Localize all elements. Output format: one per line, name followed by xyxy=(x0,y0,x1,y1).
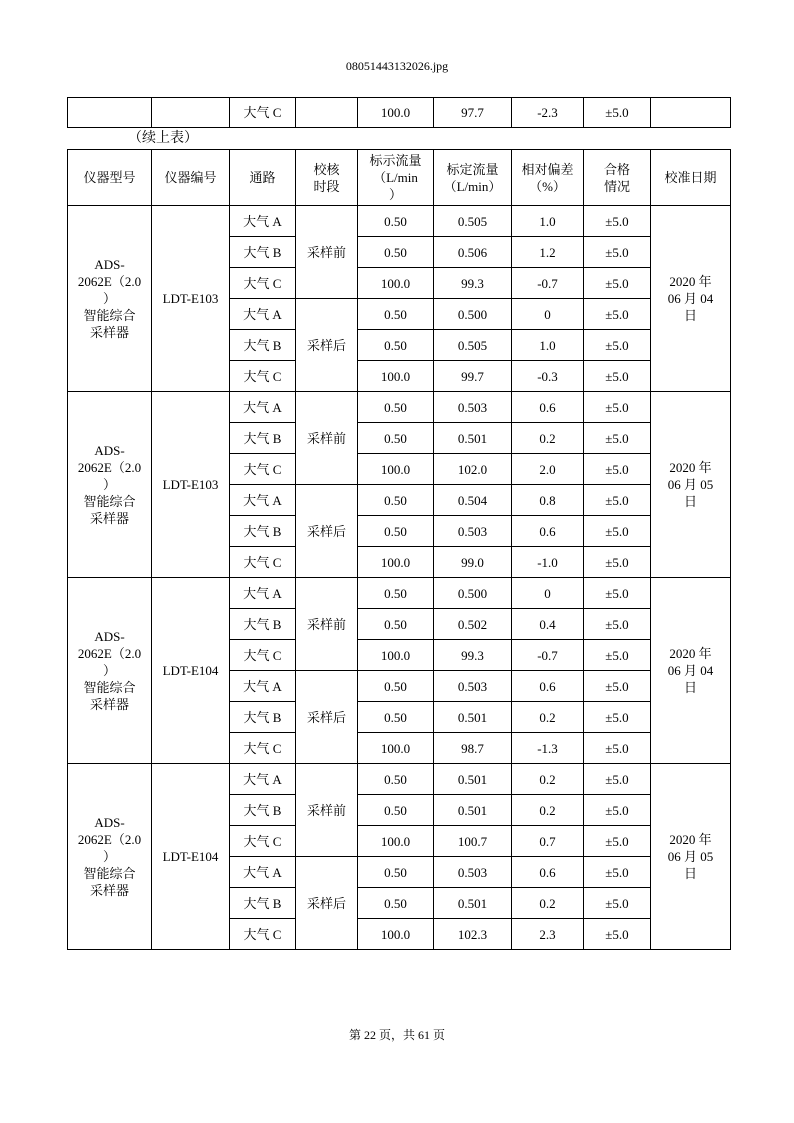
qualified-cell: ±5.0 xyxy=(584,454,651,485)
nominal-flow-cell: 100.0 xyxy=(358,640,434,671)
file-name-header: 08051443132026.jpg xyxy=(345,59,449,73)
channel-cell: 大气 B xyxy=(230,237,296,268)
qualified-cell: ±5.0 xyxy=(584,764,651,795)
channel-cell: 大气 C xyxy=(230,919,296,950)
table-cell: 97.7 xyxy=(434,98,512,128)
channel-cell: 大气 A xyxy=(230,485,296,516)
period-cell: 采样前 xyxy=(296,578,358,671)
nominal-flow-cell: 100.0 xyxy=(358,454,434,485)
qualified-cell: ±5.0 xyxy=(584,237,651,268)
nominal-flow-cell: 100.0 xyxy=(358,547,434,578)
nominal-flow-cell: 0.50 xyxy=(358,237,434,268)
qualified-cell: ±5.0 xyxy=(584,516,651,547)
nominal-flow-cell: 100.0 xyxy=(358,733,434,764)
column-header-model: 仪器型号 xyxy=(68,150,152,206)
relative-deviation-cell: -0.7 xyxy=(512,268,584,299)
calibrated-flow-cell: 0.502 xyxy=(434,609,512,640)
nominal-flow-cell: 100.0 xyxy=(358,919,434,950)
nominal-flow-cell: 0.50 xyxy=(358,609,434,640)
relative-deviation-cell: 2.3 xyxy=(512,919,584,950)
relative-deviation-cell: -1.0 xyxy=(512,547,584,578)
nominal-flow-cell: 100.0 xyxy=(358,361,434,392)
period-cell: 采样前 xyxy=(296,206,358,299)
table-cell xyxy=(296,98,358,128)
column-header-calibrated-flow: 标定流量 （L/min） xyxy=(434,150,512,206)
calibrated-flow-cell: 0.500 xyxy=(434,299,512,330)
relative-deviation-cell: 2.0 xyxy=(512,454,584,485)
qualified-cell: ±5.0 xyxy=(584,268,651,299)
channel-cell: 大气 C xyxy=(230,454,296,485)
instrument-model-cell: ADS- 2062E（2.0 ） 智能综合 采样器 xyxy=(68,764,152,950)
relative-deviation-cell: 0 xyxy=(512,299,584,330)
calibrated-flow-cell: 0.505 xyxy=(434,206,512,237)
continued-label: （续上表） xyxy=(128,131,198,146)
table-cell: -2.3 xyxy=(512,98,584,128)
relative-deviation-cell: 0.7 xyxy=(512,826,584,857)
relative-deviation-cell: 0.2 xyxy=(512,795,584,826)
nominal-flow-cell: 0.50 xyxy=(358,206,434,237)
channel-cell: 大气 B xyxy=(230,330,296,361)
qualified-cell: ±5.0 xyxy=(584,330,651,361)
channel-cell: 大气 A xyxy=(230,206,296,237)
channel-cell: 大气 A xyxy=(230,764,296,795)
column-header-relative-deviation: 相对偏差 （%） xyxy=(512,150,584,206)
channel-cell: 大气 B xyxy=(230,423,296,454)
relative-deviation-cell: -0.7 xyxy=(512,640,584,671)
nominal-flow-cell: 0.50 xyxy=(358,516,434,547)
calibrated-flow-cell: 102.3 xyxy=(434,919,512,950)
instrument-model-cell: ADS- 2062E（2.0 ） 智能综合 采样器 xyxy=(68,578,152,764)
table-cell: 大气 C xyxy=(230,98,296,128)
channel-cell: 大气 B xyxy=(230,516,296,547)
table-row xyxy=(68,578,731,609)
qualified-cell: ±5.0 xyxy=(584,609,651,640)
calibrated-flow-cell: 100.7 xyxy=(434,826,512,857)
calibrated-flow-cell: 98.7 xyxy=(434,733,512,764)
relative-deviation-cell: 1.2 xyxy=(512,237,584,268)
table-cell xyxy=(651,98,731,128)
table-cell: ±5.0 xyxy=(584,98,651,128)
qualified-cell: ±5.0 xyxy=(584,361,651,392)
calibrated-flow-cell: 99.0 xyxy=(434,547,512,578)
column-header-period: 校核 时段 xyxy=(296,150,358,206)
table-cell xyxy=(68,98,152,128)
table-row xyxy=(68,392,731,423)
table-row xyxy=(68,98,731,128)
channel-cell: 大气 A xyxy=(230,578,296,609)
nominal-flow-cell: 0.50 xyxy=(358,299,434,330)
calibration-date-cell: 2020 年 06 月 04 日 xyxy=(651,206,731,392)
qualified-cell: ±5.0 xyxy=(584,671,651,702)
channel-cell: 大气 C xyxy=(230,547,296,578)
column-header-nominal-flow: 标示流量 （L/min ） xyxy=(358,150,434,206)
instrument-id-cell: LDT-E104 xyxy=(152,578,230,764)
qualified-cell: ±5.0 xyxy=(584,919,651,950)
channel-cell: 大气 A xyxy=(230,857,296,888)
qualified-cell: ±5.0 xyxy=(584,547,651,578)
period-cell: 采样前 xyxy=(296,764,358,857)
nominal-flow-cell: 0.50 xyxy=(358,795,434,826)
calibrated-flow-cell: 0.503 xyxy=(434,392,512,423)
calibrated-flow-cell: 0.505 xyxy=(434,330,512,361)
calibrated-flow-cell: 0.506 xyxy=(434,237,512,268)
relative-deviation-cell: 0.8 xyxy=(512,485,584,516)
calibrated-flow-cell: 0.501 xyxy=(434,702,512,733)
period-cell: 采样后 xyxy=(296,671,358,764)
relative-deviation-cell: 0.2 xyxy=(512,702,584,733)
nominal-flow-cell: 100.0 xyxy=(358,268,434,299)
channel-cell: 大气 C xyxy=(230,268,296,299)
calibrated-flow-cell: 99.7 xyxy=(434,361,512,392)
instrument-id-cell: LDT-E103 xyxy=(152,206,230,392)
calibrated-flow-cell: 102.0 xyxy=(434,454,512,485)
qualified-cell: ±5.0 xyxy=(584,857,651,888)
qualified-cell: ±5.0 xyxy=(584,640,651,671)
qualified-cell: ±5.0 xyxy=(584,299,651,330)
nominal-flow-cell: 100.0 xyxy=(358,826,434,857)
relative-deviation-cell: 0.6 xyxy=(512,392,584,423)
page-number-footer: 第 22 页，共 61 页 xyxy=(348,1028,445,1042)
qualified-cell: ±5.0 xyxy=(584,826,651,857)
calibration-date-cell: 2020 年 06 月 04 日 xyxy=(651,578,731,764)
channel-cell: 大气 B xyxy=(230,702,296,733)
column-header-channel: 通路 xyxy=(230,150,296,206)
relative-deviation-cell: 0.6 xyxy=(512,671,584,702)
instrument-model-cell: ADS- 2062E（2.0 ） 智能综合 采样器 xyxy=(68,206,152,392)
nominal-flow-cell: 0.50 xyxy=(358,578,434,609)
qualified-cell: ±5.0 xyxy=(584,578,651,609)
qualified-cell: ±5.0 xyxy=(584,392,651,423)
period-cell: 采样前 xyxy=(296,392,358,485)
column-header-id: 仪器编号 xyxy=(152,150,230,206)
table-cell xyxy=(152,98,230,128)
calibrated-flow-cell: 0.500 xyxy=(434,578,512,609)
nominal-flow-cell: 0.50 xyxy=(358,392,434,423)
column-header-date: 校准日期 xyxy=(651,150,731,206)
period-cell: 采样后 xyxy=(296,485,358,578)
nominal-flow-cell: 0.50 xyxy=(358,671,434,702)
calibrated-flow-cell: 0.501 xyxy=(434,423,512,454)
qualified-cell: ±5.0 xyxy=(584,702,651,733)
period-cell: 采样后 xyxy=(296,857,358,950)
instrument-model-cell: ADS- 2062E（2.0 ） 智能综合 采样器 xyxy=(68,392,152,578)
calibrated-flow-cell: 0.503 xyxy=(434,857,512,888)
table-row xyxy=(68,764,731,795)
table-cell: 100.0 xyxy=(358,98,434,128)
relative-deviation-cell: 0.4 xyxy=(512,609,584,640)
instrument-id-cell: LDT-E104 xyxy=(152,764,230,950)
relative-deviation-cell: 0.6 xyxy=(512,857,584,888)
channel-cell: 大气 C xyxy=(230,361,296,392)
calibrated-flow-cell: 0.503 xyxy=(434,671,512,702)
relative-deviation-cell: 1.0 xyxy=(512,330,584,361)
qualified-cell: ±5.0 xyxy=(584,733,651,764)
relative-deviation-cell: 1.0 xyxy=(512,206,584,237)
channel-cell: 大气 B xyxy=(230,609,296,640)
qualified-cell: ±5.0 xyxy=(584,485,651,516)
calibrated-flow-cell: 0.504 xyxy=(434,485,512,516)
table-row xyxy=(68,206,731,237)
column-header-qualified: 合格 情况 xyxy=(584,150,651,206)
channel-cell: 大气 B xyxy=(230,795,296,826)
qualified-cell: ±5.0 xyxy=(584,423,651,454)
qualified-cell: ±5.0 xyxy=(584,206,651,237)
channel-cell: 大气 B xyxy=(230,888,296,919)
nominal-flow-cell: 0.50 xyxy=(358,764,434,795)
qualified-cell: ±5.0 xyxy=(584,888,651,919)
calibrated-flow-cell: 99.3 xyxy=(434,640,512,671)
qualified-cell: ±5.0 xyxy=(584,795,651,826)
calibrated-flow-cell: 0.501 xyxy=(434,795,512,826)
top-table-fragment xyxy=(67,97,731,128)
relative-deviation-cell: 0.2 xyxy=(512,888,584,919)
period-cell: 采样后 xyxy=(296,299,358,392)
calibrated-flow-cell: 0.503 xyxy=(434,516,512,547)
relative-deviation-cell: -1.3 xyxy=(512,733,584,764)
channel-cell: 大气 C xyxy=(230,826,296,857)
nominal-flow-cell: 0.50 xyxy=(358,423,434,454)
relative-deviation-cell: 0 xyxy=(512,578,584,609)
table-header-row xyxy=(68,150,731,206)
relative-deviation-cell: 0.2 xyxy=(512,764,584,795)
nominal-flow-cell: 0.50 xyxy=(358,330,434,361)
channel-cell: 大气 A xyxy=(230,392,296,423)
channel-cell: 大气 C xyxy=(230,733,296,764)
channel-cell: 大气 C xyxy=(230,640,296,671)
calibrated-flow-cell: 99.3 xyxy=(434,268,512,299)
relative-deviation-cell: 0.2 xyxy=(512,423,584,454)
nominal-flow-cell: 0.50 xyxy=(358,485,434,516)
nominal-flow-cell: 0.50 xyxy=(358,702,434,733)
relative-deviation-cell: -0.3 xyxy=(512,361,584,392)
nominal-flow-cell: 0.50 xyxy=(358,857,434,888)
calibration-date-cell: 2020 年 06 月 05 日 xyxy=(651,764,731,950)
calibration-date-cell: 2020 年 06 月 05 日 xyxy=(651,392,731,578)
calibration-table xyxy=(67,149,731,950)
nominal-flow-cell: 0.50 xyxy=(358,888,434,919)
calibrated-flow-cell: 0.501 xyxy=(434,888,512,919)
channel-cell: 大气 A xyxy=(230,671,296,702)
calibrated-flow-cell: 0.501 xyxy=(434,764,512,795)
channel-cell: 大气 A xyxy=(230,299,296,330)
instrument-id-cell: LDT-E103 xyxy=(152,392,230,578)
relative-deviation-cell: 0.6 xyxy=(512,516,584,547)
